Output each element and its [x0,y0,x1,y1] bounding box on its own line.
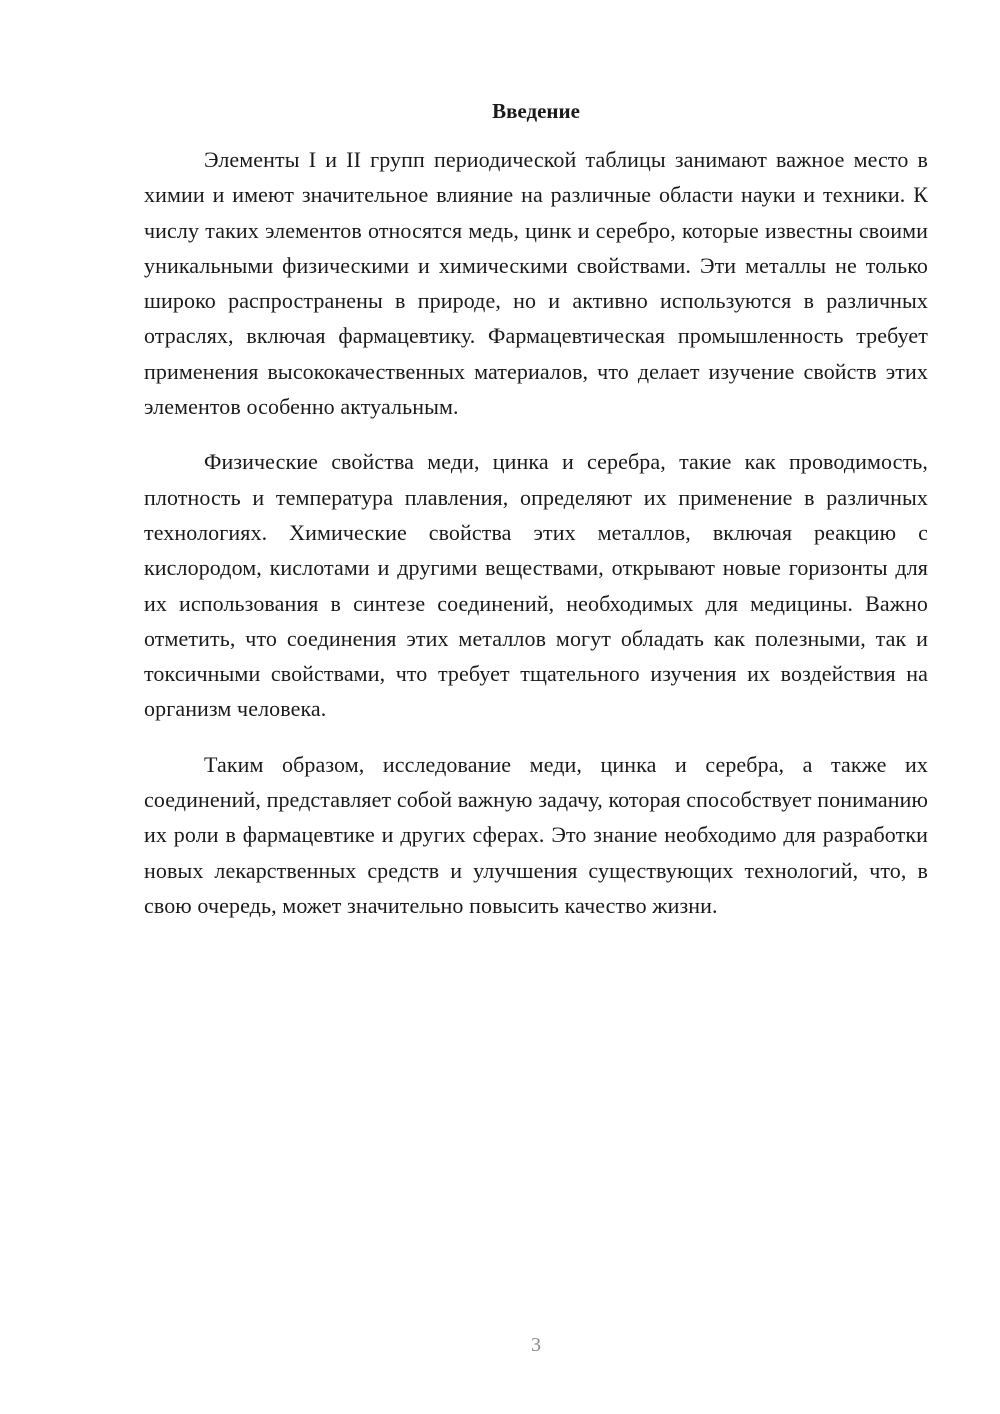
page-number: 3 [531,1334,541,1356]
section-heading: Введение [492,99,580,123]
paragraph-conclusion: Таким образом, исследование меди, цинка и серебра, а также их соединений, представляет собой важную задачу, которая способствует пониманию их роли в фармацевтике и других сферах. Это знание необходимо для разработки новых лекарственных средств и улучшения существующих технологий, что, в свою очередь, может значительно повысить качество жизни. [144,751,928,918]
paragraph-properties: Физические свойства меди, цинка и серебра, такие как проводимость, плотность и температура плавления, определяют их применение в различных технологиях. Химические свойства этих металлов, включая реакцию с кислородом, кислотами и другими веществами, открывают новые горизонты для их использования в синтезе соединений, необходимых для медицины. Важно отметить, что соединения этих металлов могут обладать как полезными, так и токсичными свойствами, что требует тщательного изучения их воздействия на организм человека. [144,449,928,722]
paragraph-intro: Элементы I и II групп периодической таблицы занимают важное место в химии и имеют значительное влияние на различные области науки и техники. К числу таких элементов относятся медь, цинк и серебро, которые известны своими уникальными физическими и химическими свойствами. Эти металлы не только широко распространены в природе, но и активно используются в различных отраслях, включая фармацевтику. Фармацевтическая промышленность требует применения высококачественных материалов, что делает изучение свойств этих элементов особенно актуальным. [144,147,928,420]
body-text [144,142,928,943]
